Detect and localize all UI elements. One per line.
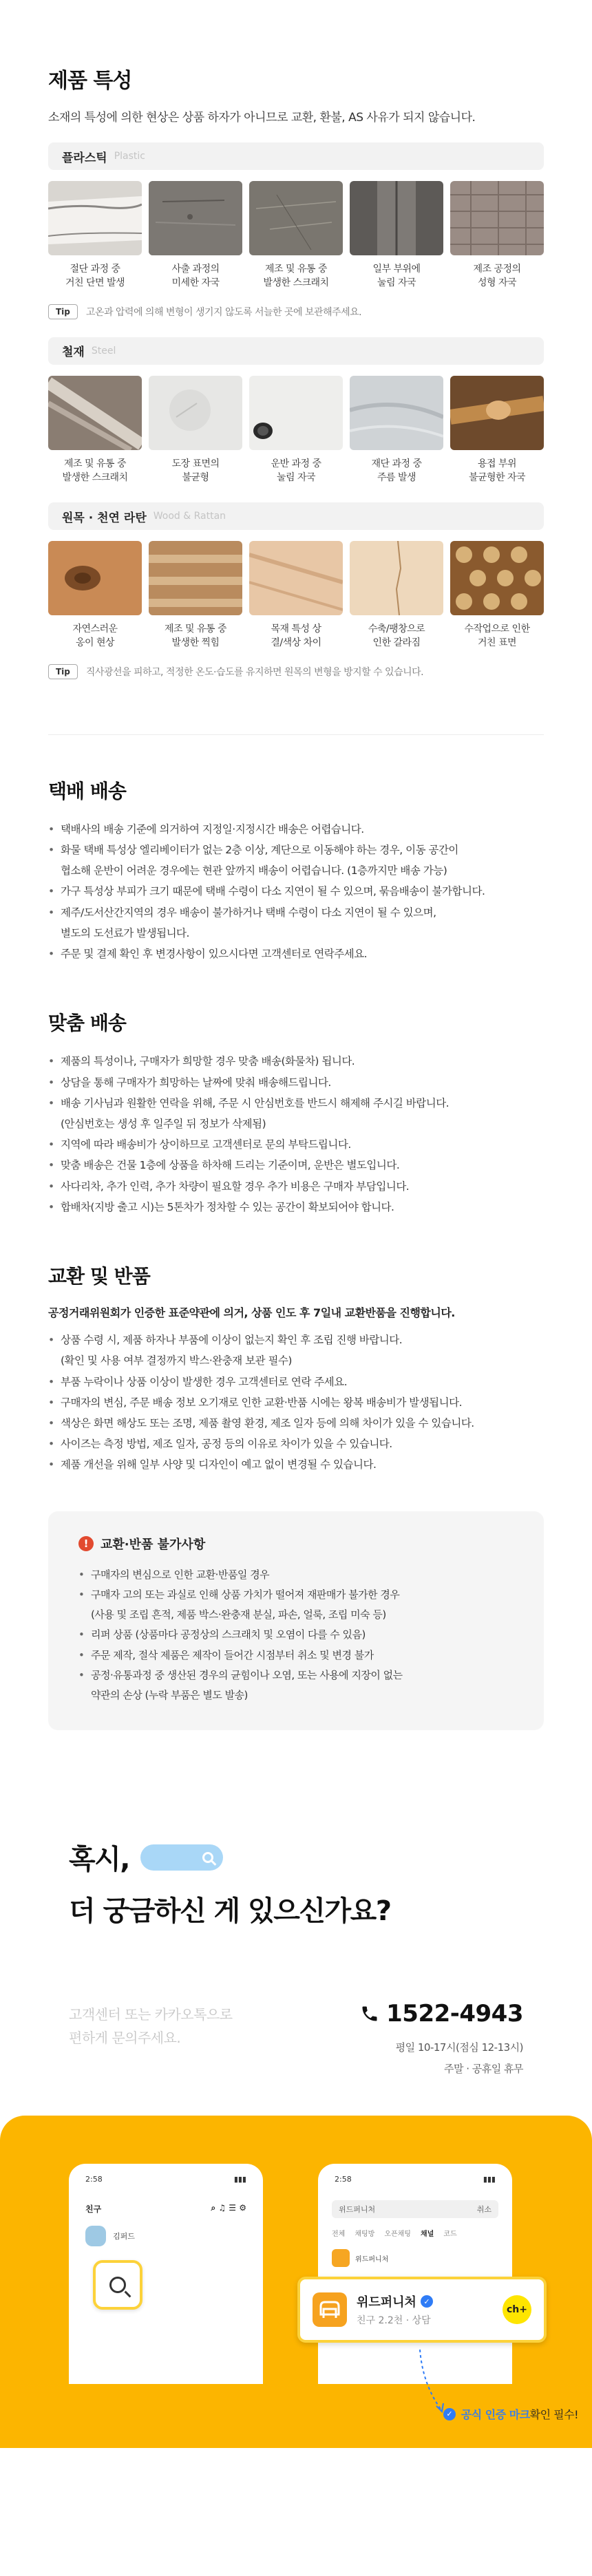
kakao-promo: [0, 2116, 592, 2448]
photo-item: [350, 376, 443, 485]
cancel-text[interactable]: 취소: [476, 2205, 491, 2215]
list-item: • 사이즈는 측정 방법, 제조 일자, 공정 등의 이유로 차이가 있을 수 있습니다.: [48, 1434, 544, 1454]
list-item: • 구매자의 변심으로 인한 교환·반품일 경우: [78, 1565, 514, 1585]
avatar: [85, 2226, 106, 2246]
notice-header: [78, 1535, 514, 1553]
photo-knot: [48, 541, 142, 615]
photo-dent: [249, 376, 343, 450]
notice-title: 교환·반품 불가사항: [101, 1537, 206, 1552]
list-item: • 가구 특성상 부피가 크기 때문에 택배 수령이 다소 지연이 될 수 있으며, 묶음배송이 불가합니다.: [48, 881, 544, 902]
phone-text: 1522-4943: [386, 2000, 523, 2028]
tip-text: 직사광선을 피하고, 적정한 온도·습도를 유지하면 원목의 변형을 방지할 수 있습니다.: [85, 666, 424, 678]
list-item: • 상담을 통해 구매자가 희망하는 날짜에 맞춰 배송해드립니다.: [48, 1072, 544, 1093]
photo-rattan: [450, 541, 544, 615]
photo-item: [350, 181, 443, 290]
add-channel-button[interactable]: ch+: [503, 2295, 531, 2324]
list-item: • 색상은 화면 해상도 또는 조명, 제품 촬영 환경, 제조 일자 등에 의해 차이가 있을 수 있습니다.: [48, 1413, 544, 1434]
status-bar: [69, 2164, 263, 2195]
photo-item: [48, 181, 142, 290]
status-time: 2:58: [335, 2175, 352, 2184]
features-title: 제품 특성: [48, 69, 132, 93]
exchange-lead: 공정거래위원회가 인증한 표준약관에 의거, 상품 인도 후 7일내 교환반품을 진행합니다.: [48, 1306, 455, 1320]
channel-result-row[interactable]: [318, 2242, 512, 2274]
list-item: • 구매자 고의 또는 과실로 인해 상품 가치가 떨어져 재판매가 불가한 경우: [78, 1585, 514, 1605]
list-item: 별도의 도선료가 발생됩니다.: [61, 926, 189, 939]
category-bar-plastic: [48, 142, 544, 170]
section-divider: [48, 734, 544, 735]
sofa-icon: [318, 2299, 341, 2320]
photo-cut-edge: [48, 181, 142, 255]
photo-row-wood: [48, 541, 544, 650]
category-name: 플라스틱: [62, 151, 107, 165]
toolbar-icons: ⌕ ♫ ☰ ⚙: [211, 2203, 246, 2213]
verify-suffix: 확인 필수!: [529, 2408, 578, 2422]
verify-note: [443, 2406, 578, 2422]
list-item: • 합배차(지방 출고 시)는 5톤차가 정차할 수 있는 공간이 확보되어야 합니다.: [48, 1197, 544, 1217]
photo-caption: 목재 특성 상 결/색상 차이: [271, 624, 321, 649]
exchange-notice-box: [48, 1511, 544, 1731]
tip-badge: Tip: [48, 304, 78, 319]
kakao-search-field[interactable]: [332, 2200, 498, 2218]
tip-badge: Tip: [48, 664, 78, 679]
list-item: 약관의 손상 (누락 부품은 별도 발송): [91, 1689, 248, 1702]
friends-tab: [69, 2195, 263, 2215]
list-item: • 상품 수령 시, 제품 하자나 부품에 이상이 없는지 확인 후 조립 진행 바랍니다.: [48, 1330, 544, 1350]
photo-crack: [350, 541, 443, 615]
channel-name-row: [357, 2292, 503, 2310]
photo-caption: 제조 및 유통 중 발생한 스크래치: [263, 264, 329, 289]
tip-plastic: [48, 304, 544, 319]
photo-steel-scratch: [48, 376, 142, 450]
photo-row-steel: [48, 376, 544, 485]
custom-title: 맞춤 배송: [48, 1012, 126, 1035]
photo-caption: 사출 과정의 미세한 자국: [171, 264, 220, 289]
photo-item: [450, 541, 544, 650]
photo-caption: 도장 표면의 불균형: [171, 458, 220, 483]
category-bar-steel: [48, 337, 544, 365]
photo-caption: 제조 및 유통 중 발생한 찍힘: [165, 624, 226, 649]
photo-paint-uneven: [149, 376, 242, 450]
verified-icon: ✓: [443, 2408, 456, 2420]
notice-list: [78, 1565, 514, 1706]
search-icon: [202, 1852, 213, 1863]
list-item: • 주문 및 결제 확인 후 변경사항이 있으시다면 고객센터로 연락주세요.: [48, 944, 544, 964]
photo-caption: 운반 과정 중 눌림 자국: [271, 458, 321, 483]
photo-wood-dent: [149, 541, 242, 615]
channel-sub: 친구 2.2천 · 상담: [357, 2315, 431, 2327]
signal-icon: ▮▮▮: [483, 2175, 496, 2184]
list-item: • 제품의 특성이나, 구매자가 희망할 경우 맞춤 배송(화물차) 됩니다.: [48, 1051, 544, 1072]
category-name-en: Steel: [91, 345, 116, 356]
list-item: • 화물 택배 특성상 엘리베이터가 없는 2층 이상, 계단으로 이동해야 하는 경우, 이동 공간이: [48, 840, 544, 860]
channel-logo-small: [332, 2249, 350, 2267]
photo-caption: 수작업으로 인한 거친 표면: [464, 624, 530, 649]
profile-row: [69, 2215, 263, 2257]
list-item: (확인 및 사용 여부 결정까지 박스·완충재 보관 필수): [61, 1354, 292, 1367]
list-item: 협소해 운반이 어려운 경우에는 현관 앞까지 배송이 어렵습니다. (1층까지만 배송 가능): [61, 864, 447, 877]
delivery-list: [48, 819, 544, 965]
contact-guide: [69, 2003, 233, 2050]
contact-heading-1: 혹시,: [69, 1844, 129, 1876]
contact-info: [360, 2000, 523, 2076]
kakao-search-text: 위드퍼니처: [339, 2205, 376, 2215]
list-item: • 제품 개선을 위해 일부 사양 및 디자인이 예고 없이 변경될 수 있습니다.: [48, 1454, 544, 1475]
business-hours: 평일 10-17시(점심 12-13시): [395, 2041, 523, 2054]
delivery-title: 택배 배송: [48, 779, 126, 802]
photo-molding-mark: [450, 181, 544, 255]
photo-caption: 일부 부위에 눌림 자국: [372, 264, 421, 289]
list-item: • 공정·유통과정 중 생산된 경우의 균힘이나 오염, 또는 사용에 지장이 없는: [78, 1665, 514, 1685]
list-item: (안심번호는 생성 후 일주일 뒤 정보가 삭제됨): [61, 1117, 266, 1130]
features-intro: 소재의 특성에 의한 현상은 상품 하자가 아니므로 교환, 환불, AS 사유가 되지 않습니다.: [48, 111, 476, 125]
list-item: • 제주/도서산간지역의 경우 배송이 불가하거나 택배 수령이 다소 지연이 될 수 있으며,: [48, 902, 544, 923]
tip-wood: [48, 664, 544, 679]
list-item: • 사다리차, 추가 인력, 추가 차량이 필요할 경우 추가 비용은 구매자 부담입니다.: [48, 1176, 544, 1197]
contact-guide-line: 고객센터 또는 카카오톡으로: [69, 2006, 233, 2023]
contact-heading-line: [69, 1838, 544, 1877]
phone-icon: [360, 2004, 379, 2023]
exchange-list: [48, 1330, 544, 1476]
photo-item: [450, 181, 544, 290]
photo-press-mark: [350, 181, 443, 255]
channel-name: 위드퍼니처: [357, 2295, 416, 2310]
search-subtabs: [318, 2224, 512, 2242]
holiday-notice: 주말 · 공휴일 휴무: [443, 2063, 523, 2076]
subtab[interactable]: 채널: [420, 2231, 434, 2239]
search-pill: [140, 1844, 223, 1871]
list-item: • 리퍼 상품 (상품마다 공정상의 스크래치 및 오염이 다를 수 있음): [78, 1625, 514, 1645]
photo-caption: 용접 부위 불균형한 자국: [468, 458, 526, 483]
subtab[interactable]: 전체: [332, 2231, 346, 2239]
search-icon: [109, 2277, 126, 2293]
photo-caption: 재단 과정 중 주름 발생: [371, 458, 422, 483]
photo-item: [48, 541, 142, 650]
custom-delivery-section: [0, 1008, 592, 1217]
verify-highlight: 공식 인증 마크: [461, 2408, 530, 2422]
friends-tab-label: 친구: [85, 2204, 102, 2215]
list-item: • 지역에 따라 배송비가 상이하므로 고객센터로 문의 부탁드립니다.: [48, 1134, 544, 1155]
list-item: • 배송 기사님과 원활한 연락을 위해, 주문 시 안심번호를 반드시 해제해 주시길 바랍니다.: [48, 1093, 544, 1114]
subtab[interactable]: 코드: [443, 2231, 457, 2239]
photo-caption: 제조 및 유통 중 발생한 스크래치: [62, 458, 128, 483]
photo-item: [149, 181, 242, 290]
exchange-section: [0, 1262, 592, 1476]
photo-item: [350, 541, 443, 650]
contact-section: [0, 1730, 592, 2116]
photo-wrinkle: [350, 376, 443, 450]
photo-caption: 절단 과정 중 거친 단면 발생: [65, 264, 125, 289]
category-name: 철재: [62, 345, 85, 360]
custom-list: [48, 1051, 544, 1217]
phone-number[interactable]: [360, 2000, 523, 2027]
status-bar: [318, 2164, 512, 2195]
photo-item: [450, 376, 544, 485]
verified-icon: ✓: [421, 2295, 433, 2308]
signal-icon: ▮▮▮: [233, 2175, 246, 2184]
tip-text: 고온과 압력에 의해 변형이 생기지 않도록 서늘한 곳에 보관해주세요.: [85, 306, 362, 318]
list-item: • 맞춤 배송은 건물 1층에 상품을 하차해 드리는 기준이며, 운반은 별도입니다.: [48, 1155, 544, 1175]
subtab[interactable]: 채팅방: [355, 2231, 375, 2239]
photo-item: [249, 541, 343, 650]
product-characteristics: [0, 0, 592, 707]
list-item: • 주문 제작, 절삭 제품은 제작이 들어간 시점부터 취소 및 변경 불가: [78, 1646, 514, 1665]
alert-icon: !: [78, 1536, 94, 1551]
category-name-en: Wood & Rattan: [153, 511, 226, 522]
photo-weld: [450, 376, 544, 450]
photo-item: [249, 181, 343, 290]
photo-injection-mark: [149, 181, 242, 255]
delivery-section: [0, 776, 592, 965]
photo-grain: [249, 541, 343, 615]
list-item: • 부품 누락이나 상품 이상이 발생한 경우 고객센터로 연락 주세요.: [48, 1372, 544, 1392]
channel-logo: [313, 2292, 347, 2327]
channel-info: [357, 2292, 503, 2327]
category-bar-wood: [48, 502, 544, 530]
subtab[interactable]: 오픈채팅: [384, 2231, 411, 2239]
photo-item: [149, 376, 242, 485]
category-name-en: Plastic: [114, 151, 145, 162]
profile-name: 김퍼드: [113, 2232, 135, 2242]
contact-heading-2: 더 궁금하신 게 있으신가요?: [69, 1895, 391, 1928]
photo-caption: 자연스러운 옹이 현상: [72, 624, 118, 649]
photo-item: [149, 541, 242, 650]
status-time: 2:58: [85, 2175, 103, 2184]
category-name: 원목 · 천연 라탄: [62, 511, 147, 525]
list-item: • 택배사의 배송 기준에 의거하여 지정일·지정시간 배송은 어렵습니다.: [48, 819, 544, 840]
photo-item: [249, 376, 343, 485]
contact-guide-line: 편하게 문의주세요.: [69, 2030, 181, 2047]
photo-item: [48, 376, 142, 485]
photo-caption: 제조 공정의 성형 자국: [473, 264, 521, 289]
list-item: (사용 및 조립 흔적, 제품 박스·완충재 분실, 파손, 얼룩, 조립 미숙 등): [91, 1608, 386, 1621]
photo-row-plastic: [48, 181, 544, 290]
photo-caption: 수축/팽창으로 인한 갈라짐: [368, 624, 425, 649]
channel-row-name: 위드퍼니처: [355, 2255, 389, 2264]
photo-scratch: [249, 181, 343, 255]
channel-card[interactable]: [297, 2277, 547, 2343]
exchange-title: 교환 및 반품: [48, 1265, 150, 1288]
list-item: • 구매자의 변심, 주문 배송 정보 오기재로 인한 교환·반품 시에는 왕복 배송비가 발생됩니다.: [48, 1392, 544, 1413]
search-button-highlight[interactable]: [93, 2260, 142, 2310]
